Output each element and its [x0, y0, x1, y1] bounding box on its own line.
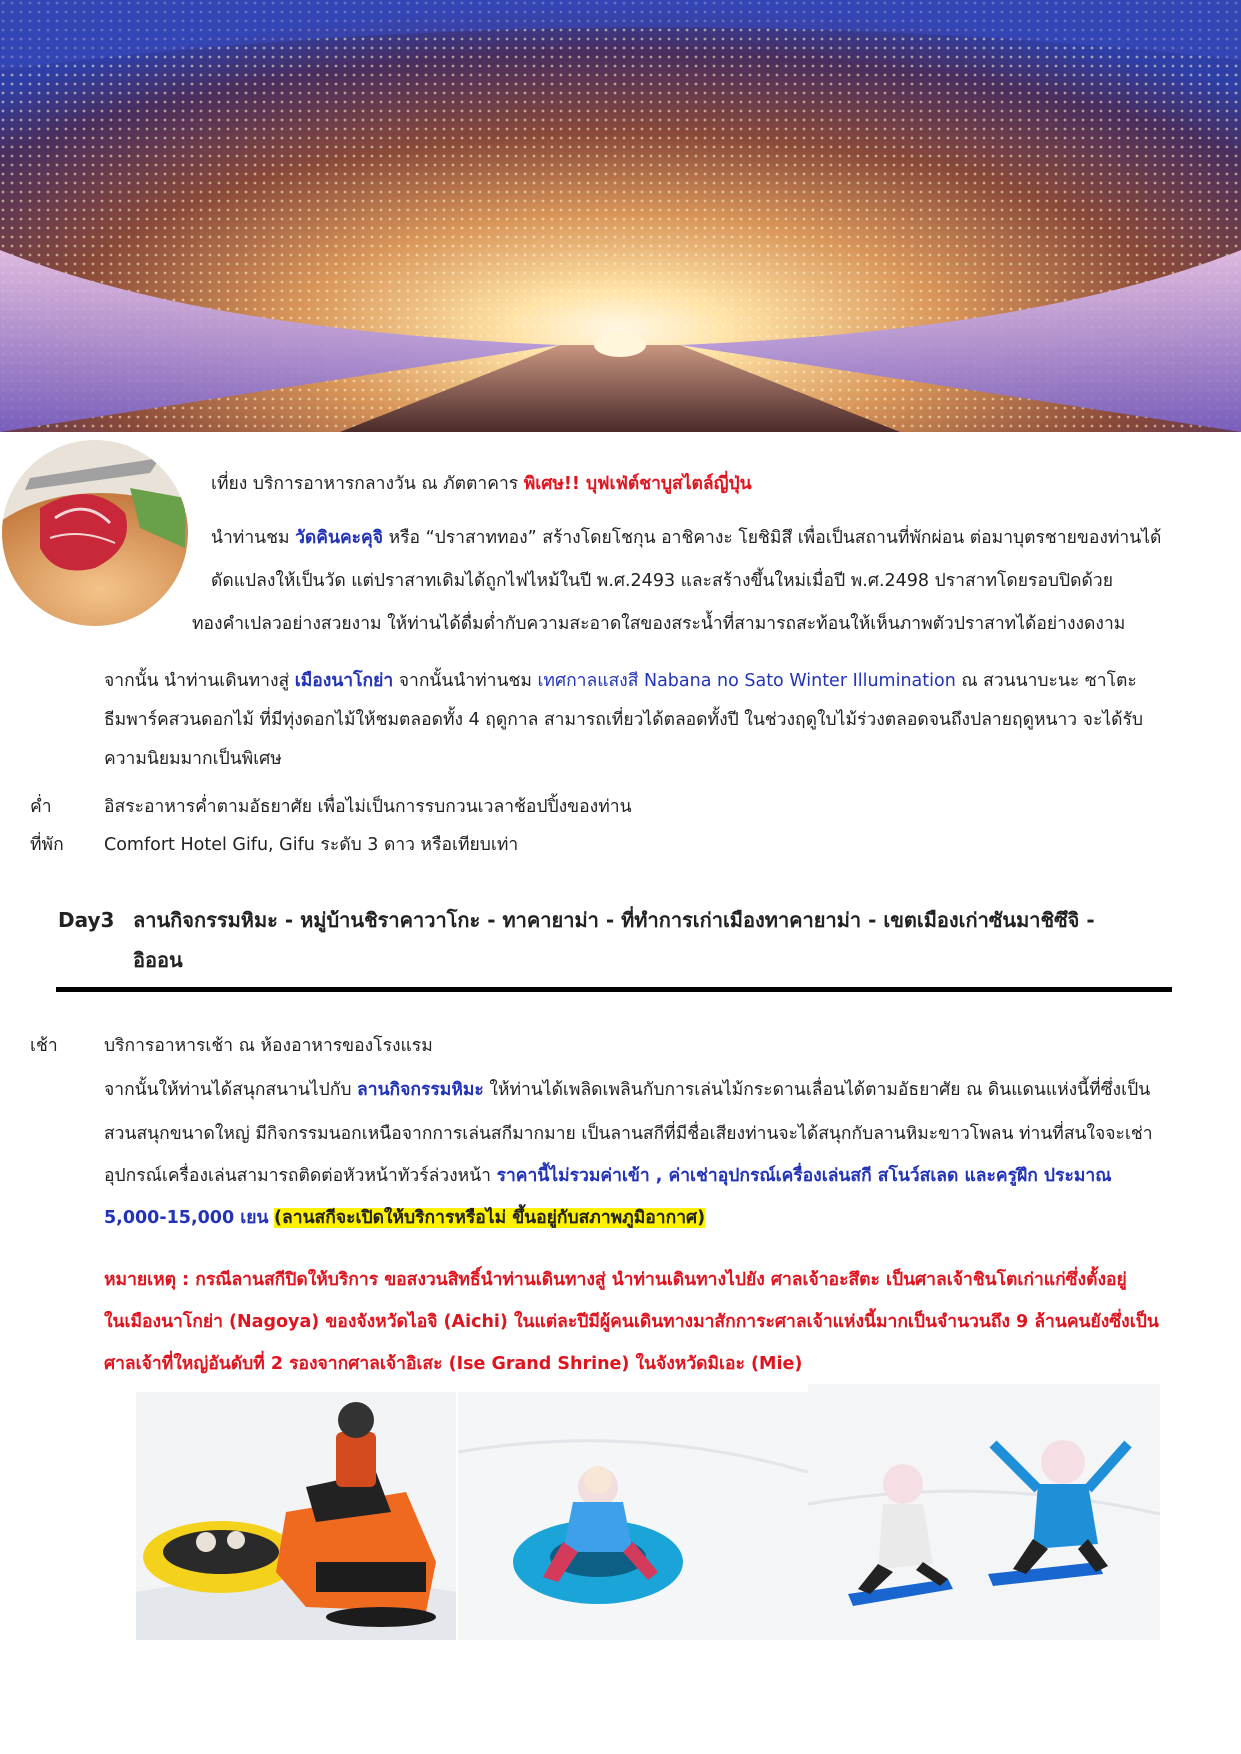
shabu-meat-photo — [0, 438, 190, 628]
kinkakuji-name: วัดคินคะคุจิ — [295, 528, 384, 548]
price-range: 5,000-15,000 เยน — [104, 1208, 269, 1228]
nabana-line-3: ความนิยมมากเป็นพิเศษ — [104, 749, 282, 769]
remark-line-3: ศาลเจ้าที่ใหญ่อันดับที่ 2 รองจากศาลเจ้าอิเสะ (Ise Grand Shrine) ในจังหวัดมิเอะ (Mie) — [104, 1354, 803, 1374]
dinner-label: ค่ำ — [30, 797, 52, 817]
nabana-line-1: จากนั้น นำท่านเดินทางสู่ เมืองนาโกย่า จากนั้นนำท่านชม เทศกาลแสงสี Nabana no Sato Winter Illumination ณ สวนนาบะนะ ซาโตะ — [104, 671, 1137, 691]
nabana-festival: เทศกาลแสงสี Nabana no Sato Winter Illumination — [537, 671, 956, 691]
lunch-highlight: พิเศษ!! บุฟเฟ่ต์ชาบูสไตล์ญี่ปุ่น — [523, 474, 752, 494]
day3-title: ลานกิจกรรมหิมะ - หมู่บ้านชิราคาวาโกะ - ทาคายาม่า - ที่ทำการเก่าเมืองทาคายาม่า - เขตเมืองเก่าซันมาชิซึจิ - อิออน — [133, 908, 1095, 972]
snow-line-3: อุปกรณ์เครื่องเล่นสามารถติดต่อหัวหน้าทัวร์ล่วงหน้า ราคานี้ไม่รวมค่าเข้า , ค่าเช่าอุปกรณ์เครื่องเล่นสกี สโนว์สเลด และครูฝึก ประมาณ — [104, 1166, 1112, 1186]
price-note: ราคานี้ไม่รวมค่าเข้า , ค่าเช่าอุปกรณ์เครื่องเล่นสกี สโนว์สเลด และครูฝึก ประมาณ — [496, 1166, 1112, 1186]
breakfast-label: เช้า — [30, 1036, 58, 1056]
sledding-kids-photo — [808, 1384, 1160, 1640]
section-divider — [56, 987, 1172, 992]
day3-label: Day3 — [58, 908, 115, 932]
weather-note: (ลานสกีจะเปิดให้บริการหรือไม่ ขึ้นอยู่กับสภาพภูมิอากาศ) — [274, 1208, 706, 1228]
hotel-label: ที่พัก — [30, 835, 64, 855]
snow-line-4 — [104, 1200, 1204, 1236]
lunch-line — [211, 466, 1211, 502]
snow-line-1: จากนั้นให้ท่านได้สนุกสนานไปกับ ลานกิจกรรมหิมะ ให้ท่านได้เพลิดเพลินกับการเล่นไม้กระดานเลื่อนได้ตามอัธยาศัย ณ ดินแดนแห่งนี้ที่ซึ่งเป็น — [104, 1080, 1151, 1100]
remark-line-1: หมายเหตุ : กรณีลานสกีปิดให้บริการ ขอสงวนสิทธิ์นำท่านเดินทางสู่ นำท่านเดินทางไปยัง ศาลเจ้าอะสึตะ เป็นศาลเจ้าชินโตเก่าแก่ซึ่งตั้งอยู่ — [104, 1270, 1127, 1290]
snow-line-2: สวนสนุกขนาดใหญ่ มีกิจกรรมนอกเหนือจากการเล่นสกีมากมาย เป็นลานสกีที่มีชื่อเสียงท่านจะได้สนุกกับลานหิมะขาวโพลน ท่านที่สนใจจะเช่า — [104, 1124, 1153, 1144]
kinkakuji-line-2: ดัดแปลงให้เป็นวัด แต่ปราสาทเดิมได้ถูกไฟไหม้ในปี พ.ศ.2493 และสร้างขึ้นใหม่เมื่อปี พ.ศ.2498 ปราสาทโดยรอบปิดด้วย — [211, 571, 1113, 591]
breakfast-text: บริการอาหารเช้า ณ ห้องอาหารของโรงแรม — [104, 1036, 433, 1056]
hotel-text: Comfort Hotel Gifu, Gifu ระดับ 3 ดาว หรือเทียบเท่า — [104, 835, 519, 855]
lunch-text: เที่ยง บริการอาหารกลางวัน ณ ภัตตาคาร — [211, 474, 524, 494]
snow-tube-photo — [458, 1392, 808, 1640]
nabana-line-2: ธีมพาร์คสวนดอกไม้ ที่มีทุ่งดอกไม้ให้ชมตลอดทั้ง 4 ฤดูกาล สามารถเที่ยวได้ตลอดทั้งปี ในช่วงฤดูใบไม้ร่วงตลอดจนถึงปลายฤดูหนาว จะได้รับ — [104, 710, 1144, 730]
kinkakuji-line-3: ทองคำเปลวอย่างสวยงาม ให้ท่านได้ดื่มด่ำกับความสะอาดใสของสระน้ำที่สามารถสะท้อนให้เห็นภาพตัวปราสาทได้อย่างงดงาม — [192, 614, 1126, 634]
dinner-text: อิสระอาหารค่ำตามอัธยาศัย เพื่อไม่เป็นการรบกวนเวลาช้อปปิ้งของท่าน — [104, 797, 632, 817]
hero-light-tunnel-photo — [0, 0, 1241, 432]
nagoya-city: เมืองนาโกย่า — [294, 671, 394, 691]
snow-park-name: ลานกิจกรรมหิมะ — [357, 1080, 484, 1100]
snowmobile-raft-photo — [136, 1392, 456, 1640]
kinkakuji-line-1: นำท่านชม วัดคินคะคุจิ หรือ “ปราสาททอง” สร้างโดยโชกุน อาชิคางะ โยชิมิสึ เพื่อเป็นสถานที่พักผ่อน ต่อมาบุตรชายของท่านได้ — [211, 528, 1162, 548]
remark-line-2: ในเมืองนาโกย่า (Nagoya) ของจังหวัดไอจิ (Aichi) ในแต่ละปีมีผู้คนเดินทางมาสักการะศาลเจ้าแห่งนี้มากเป็นจำนวนถึง 9 ล้านคนยังซึ่งเป็น — [104, 1312, 1159, 1332]
